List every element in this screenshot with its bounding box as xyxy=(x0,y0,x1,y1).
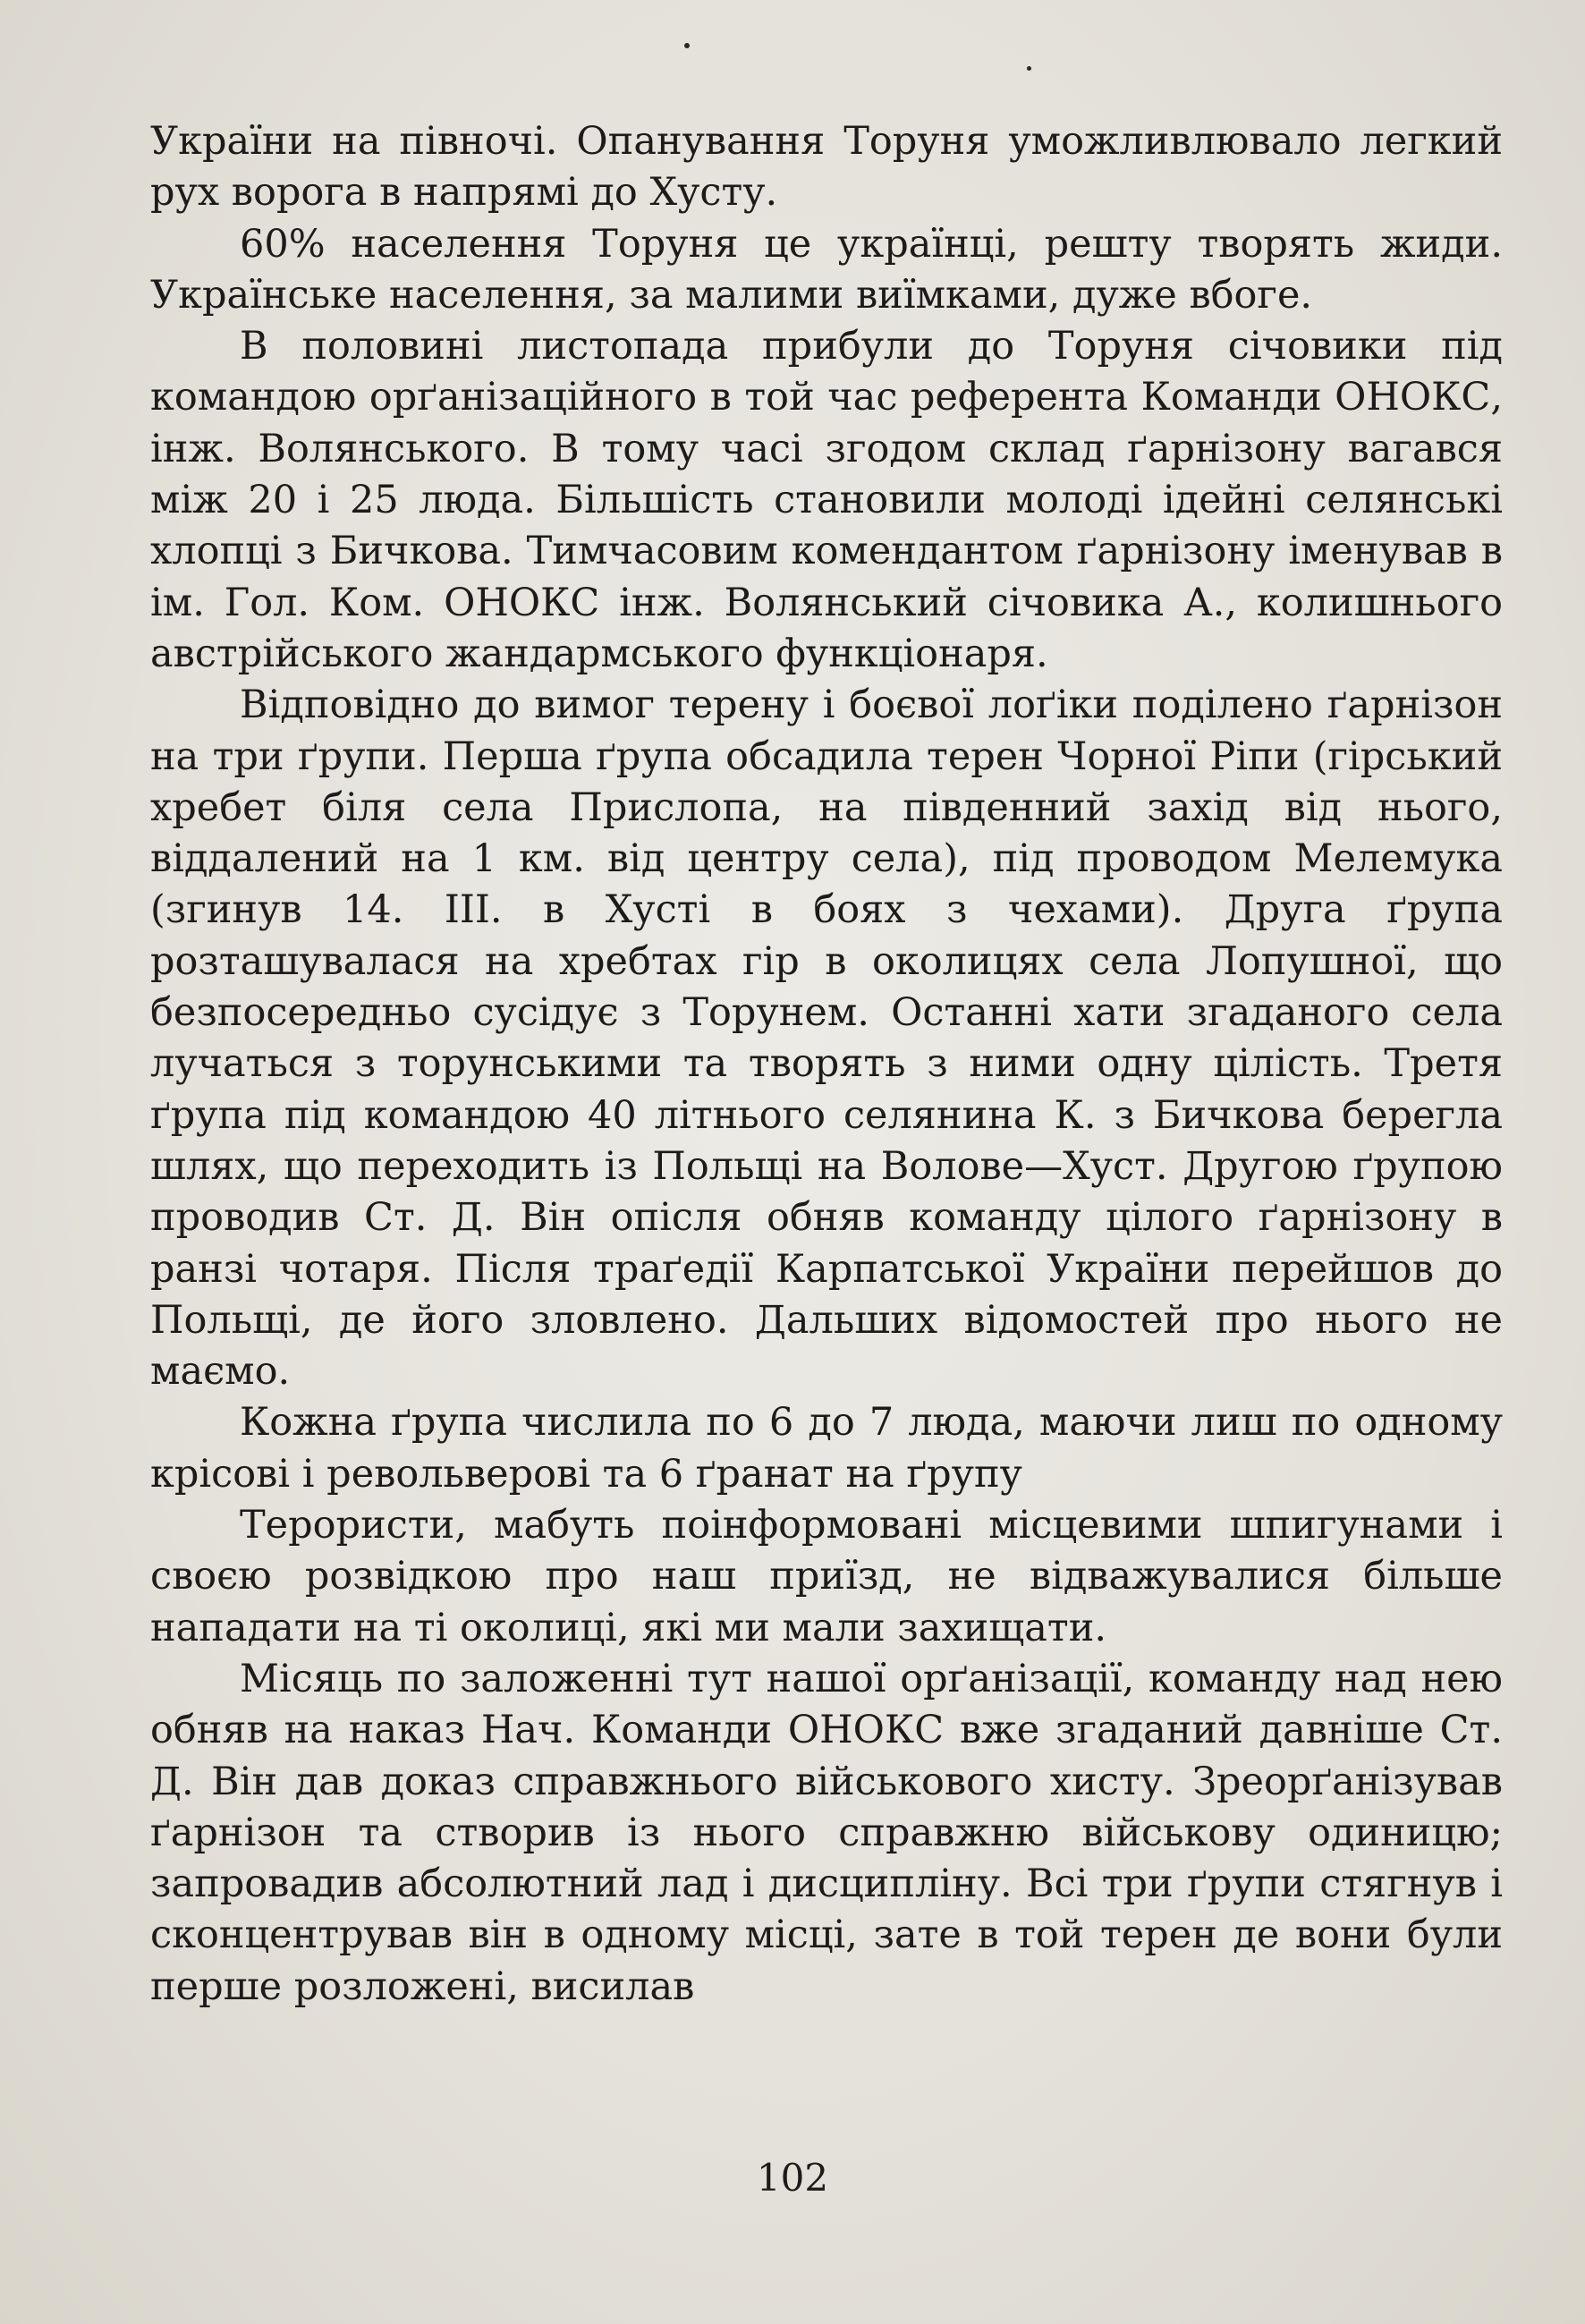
paragraph-7: Місяць по заложенні тут нашої орґанізації, команду над нею обняв на наказ Нач. Команди ОНОКС вже згаданий давніше Ст. Д. Він дав доказ справжнього військового хисту. Зреорґанізував ґарнізон та створив із нього справжню військову одиницю; запровадив абсолютний лад і дисципліну. Всі три ґрупи стягнув і сконцентрував він в одному місці, зате в той терен де вони були перше розложені, висилав xyxy=(150,1656,1503,2009)
paragraph-3: В половині листопада прибули до Торуня січовики під командою орґанізаційного в той час референта Команди ОНОКС, інж. Волянського. В тому часі згодом склад ґарнізону вагався між 20 і 25 люда. Більшість становили молоді ідейні селянські хлопці з Бичкова. Тимчасовим комендантом ґарнізону іменував в ім. Гол. Ком. ОНОКС інж. Волянський січовика А., колишнього австрійського жандармського функціонаря. xyxy=(150,324,1503,676)
page-number: 102 xyxy=(756,2156,829,2200)
body-text xyxy=(150,116,1503,2013)
paragraph-6: Терористи, мабуть поінформовані місцевими шпигунами і своєю розвідкою про наш приїзд, не відважувалися більше нападати на ті околиці, які ми мали захищати. xyxy=(150,1503,1503,1650)
print-speck xyxy=(684,43,690,48)
paragraph-4: Відповідно до вимог терену і боєвої лоґіки поділено ґарнізон на три ґрупи. Перша ґрупа обсадила терен Чорної Ріпи (гірський хребет біля села Прислопа, на південний захід від нього, віддалений на 1 км. від центру села), під проводом Мелемука (згинув 14. ІІІ. в Хусті в боях з чехами). Друга ґрупа розташувалася на хребтах гір в околицях села Лопушної, що безпосередньо сусідує з Торунем. Останні хати згаданого села лучаться з торунськими та творять з ними одну цілість. Третя ґрупа під командою 40 літнього селянина К. з Бичкова берегла шлях, що переходить із Польщі на Волове—Хуст. Другою ґрупою проводив Ст. Д. Він опісля обняв команду цілого ґарнізону в ранзі чотаря. Після траґедії Карпатської України перейшов до Польщі, де його зловлено. Дальших відомостей про нього не маємо. xyxy=(150,683,1503,1395)
paragraph-5: Кожна ґрупа числила по 6 до 7 люда, маючи лиш по одному крісові і револьверові та 6 ґранат на ґрупу xyxy=(150,1400,1503,1497)
print-speck xyxy=(1027,66,1031,71)
paragraph-1: України на півночі. Опанування Торуня уможливлювало легкий рух ворога в напрямі до Хусту. xyxy=(150,119,1503,216)
paragraph-2: 60% населення Торуня це українці, решту творять жиди. Українське населення, за малими виїмками, дуже вбоге. xyxy=(150,221,1503,318)
